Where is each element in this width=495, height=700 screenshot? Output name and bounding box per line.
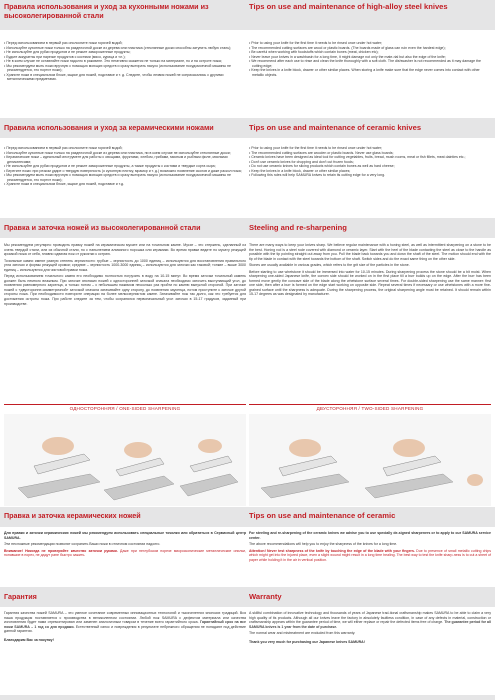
section4-en-text	[249, 531, 491, 562]
section5-en-text	[249, 611, 491, 644]
section4-en-p2: The above recommendations will help you to enjoy the sharpness of the knives for a long time.	[249, 542, 398, 547]
two-sided-label: ДВУСТОРОННЯЯ / TWO-SIDED SHARPENING	[316, 406, 424, 411]
section2-en-list-item: • Don't use ceramic knives for chopping and don't cut frozen foods;	[249, 160, 491, 165]
section1-ru-list-item: • Не в коем случае не оставляйте ножи надолго в раковине. Это негативно скажется не только на материале, но и на остроте ножа;	[4, 59, 246, 64]
two-sided-sharpening-illustration	[249, 414, 491, 506]
section5-en-p1	[249, 611, 491, 629]
section1-ru-list-item: • Используйте кухонные ножи только на разделочной доске из дерева или пластика (стеклянные доски способны затупить любую сталь);	[4, 46, 246, 51]
section2-en-list-item: • The recommended cutting surfaces are wooden or plastic boards. Never use glass boards;	[249, 151, 491, 156]
section2-ru-list-item: • Берегите ножи: при резком ударе о твердую поверхность (о кухонную плитку, мрамор и т. д.) возможно появление сколов и даже раскол ножа;	[4, 169, 246, 174]
section1-ru-list-item: • Перед использованием в первый раз ополосните ножи горячей водой;	[4, 41, 246, 46]
section5-ru-p1-main: Гарантия качества ножей SAMURA – это умелое сочетание современных инновационных технологий и тысячелетних японских традиций. Вся наша продукция поставляется с производства в великолепном состоянии. Любой нож SAMURA с дефектом материала или качества изготовления будет нами отремонтирован или заменен аналогичным товаром в течение всего гарантийного срока.	[4, 611, 246, 625]
section5-ru-thanks: Благодарим Вас за покупку!	[4, 637, 54, 642]
section4-ru	[4, 512, 246, 521]
two-sided-rule	[249, 404, 491, 405]
section5-ru-p1	[4, 611, 246, 634]
section4-en-title: Tips on use and maintenance of ceramic	[249, 511, 396, 520]
section1-en-list-item: • The recommended cutting surfaces are wood or plastic boards. (The boards made of glass can ruin even the hardest edge);	[249, 46, 491, 51]
section1-en-list-item: • Never leave your knives in a washbasin for a long time, it might damage not only the mate-rial but also the edge of the knife;	[249, 55, 491, 60]
section5-en-guarantee: The guarantee period for all SAMURA knives is 1 year from the date of purchase.	[249, 620, 491, 629]
section1-ru-list-item: • Не используйте для рубки продуктов и не режьте замороженные продукты;	[4, 50, 246, 55]
section2-ru-list-item: • Мы рекомендуем мыть ножи вручную с помощью моющих средств и сразу вытирать насухо (использование посудомоечной машины не рекомендуется, это портит ножи);	[4, 173, 246, 182]
section5-ru-title: Гарантия	[4, 592, 37, 601]
section3-ru	[4, 224, 246, 233]
section5-en	[249, 593, 491, 602]
section1-ru	[4, 3, 246, 20]
section3-en-para-2: Stones are usually available in various grades, which refers to the grit size of the particles in the stone.	[249, 263, 410, 268]
section3-ru-para-1: Мы рекомендуем регулярно проводить правку ножей на керамическом мусате или на точильном камне. Мусат – это стержень, сделанный из очень твердой стали, или из обычной стали, но с напылением алмазного порошка или керамики. Во время правки ведите по мусату режущей кромкой ножа от себя, плавно сдвигая нож от рукоятки к острию.	[4, 243, 246, 257]
section2-ru-list-item: • Керамические ножи – идеальный инструмент для работы с овощами, фруктами, хлебом, грибами, мясным и рыбным филе, мясными деликатесами;	[4, 155, 246, 164]
one-sided-rule	[4, 404, 246, 405]
section3-en-para-3: Before starting to use whetstone it should be immersed into water for 10-15 minutes. During sharpening process the stone should be a bit moist. When sharpening one-sided Japanese knife, the convex side should be worked on in the first place till a burr builds up on the edge. After the burr has been formed move gently the concave side of the blade along the whetstone surface several times. For double-sided sharpening use the same manner: first one side, then after a burr is formed on the edge start working on opposite side. Repeat several times if necessary or use whetstones with a more fine-grained surface until the sharpness is adequate. During the sharpening process, the original sharpening angle must be retained. It should remain within 15-17 degrees as was designated by manufacturer.	[249, 269, 491, 297]
section4-ru-title: Правка и заточка керамических ножей	[4, 511, 141, 520]
section2-en-list-item: • Ceramic knives have been designed as ideal tool for cutting vegetables, fruits, bread, mush rooms, meat or fish fillets, meat dainties etc.;	[249, 155, 491, 160]
section3-en	[249, 224, 491, 233]
section2-ru-list	[4, 146, 246, 187]
section4-ru-p1: Для правки и заточки керамических ножей мы рекомендуем использовать специальные точилки или обратиться в Сервисный центр SAMURA.	[4, 531, 246, 540]
section4-en-p1: For steeling and re-sharpening of the ceramic knives we advise you to use specially de-signed sharpeners or to apply to our SAMURA service center.	[249, 531, 491, 540]
section3-ru-text	[4, 243, 246, 306]
section5-en-p2: The normal wear and mistreatment are excluded from this warranty.	[249, 631, 356, 636]
section1-ru-title: Правила использования и уход за кухонными ножами из высоколегированной стали	[4, 2, 209, 20]
section4-en-warning	[249, 549, 491, 563]
section1-ru-list-item: • Мы рекомендуем мыть ножи вручную с помощью моющих средств и сразу вытирать насухо (использование посудомоечной машины не рекомендуется, это портит ножи);	[4, 64, 246, 73]
section2-en	[249, 124, 491, 133]
section4-ru-text	[4, 531, 246, 558]
section4-en	[249, 512, 491, 521]
section3-en-para-1: There are many ways to keep your knives sharp. We believe regular maintenance with a honing steel, as well as intermittent sharpening on a stone to be the best. Honing rod is a steel rode covered with diamond or ceramic layer. Start with the heel of the blade contacting the steel as close to the handle as possible with the tip pointing straight out away from you. Pull the blade back towards you and down the shaft of the steel. The motion should end with the tip of the blade in contact with the steel towards the bottom of the shaft. Switch sides and do the exact same thing on the other side.	[249, 243, 491, 261]
section2-en-list-item: • Following this rules will help SAMURA knives to retain its cutting edge for a very long.	[249, 173, 491, 178]
section5-en-title: Warranty	[249, 592, 282, 601]
section5-ru-p1-rest: Естественный износ и повреждения в результате небрежного обращения не попадают под действие данной гарантии.	[4, 624, 246, 634]
one-sided-sharpening-illustration	[4, 414, 246, 506]
section1-en-title: Tips on use and maintenance of high-alloy steel knives	[249, 2, 448, 11]
section5-en-thanks: Thank you very much for purchasing our Japanese knives SAMURA!	[249, 639, 365, 644]
section1-en-list-item: • Prior to using your knife for the first time it needs to be rinsed once under hot water;	[249, 41, 491, 46]
section5-ru	[4, 593, 246, 602]
section5-en-p1-main: A skillful combination of innovative technology and thousands of years of Japanese trad-tional craftsmanship makes SAMURA to be able to claim a very high quality of its products. Although all our knives leave the factory in absolutely faultless condition, in case of any defects in material, construction or craftsmanship appears within the guarantee period of time, we will either replace or repair the defected items free of charge.	[249, 611, 491, 625]
section5-ru-text	[4, 611, 246, 642]
section4-ru-warning	[4, 549, 246, 558]
section1-en-list-item: • Keep the knives in a knife block, drawer or other similar places. When storing a knife make sure that the edge never comes into contact with other metallic objects.	[249, 68, 491, 77]
section2-en-list-item: • Prior to using your knife for the first time it needs to be rinsed once under hot water;	[249, 146, 491, 151]
section5-ru-guarantee: Гарантийный срок на все ножи SAMURA – 1 год со дня продажи.	[4, 620, 246, 629]
section3-en-text	[249, 243, 491, 297]
section4-ru-warning-lead: Внимание! Никогда не проверяйте качество заточки руками.	[4, 548, 118, 553]
section3-en-title: Steeling and re-sharpening	[249, 223, 347, 232]
section4-ru-warning-rest: Даже при неглубоком порезе микроскопические металлические опилки, попавшие в порез, не дадут ране быстро зажить.	[4, 548, 247, 558]
section1-en-list	[249, 41, 491, 77]
section1-en-list-item: • We recommend after each use to rinse and clean the knife thoroughly with a soft cloth. The dishwasher is not recommended as it may damage the cutting edge;	[249, 59, 491, 68]
section1-en-list-item: • Be careful when working with foodstuffs which contain bones (meat, chicken etc);	[249, 50, 491, 55]
section4-en-warning-rest: Due to presence of small metallic cutting chips which might get into the injured place, even a slight wound might result in a long time healing. The best way to test the knife sharp-ness is to cut a sheet of paper while holding it in the air in vertical position.	[249, 548, 491, 562]
section2-ru	[4, 124, 246, 133]
section2-ru-list-item: • Храните ножи в специальном блоке, ящике для ножей, подставке и т.д.	[4, 182, 246, 187]
section2-ru-list-item: • Используйте кухонные ножи только на разделочной доске из дерева или пластика, ни в коем случае не используйте стеклянные доски;	[4, 151, 246, 156]
section2-en-list-item: • Do not use ceramic knives for slicing products which contain bones as well as hard cheese;	[249, 164, 491, 169]
footer-bar	[0, 695, 495, 700]
section1-en	[249, 3, 491, 12]
section2-en-list	[249, 146, 491, 178]
section4-ru-p2: Эти несложные рекомендации позволят сохранить Ваши ножи в отличном состоянии надолго.	[4, 542, 161, 547]
section2-en-list-item: • Keep the knives in a knife block, drawer or other similar places;	[249, 169, 491, 174]
section2-ru-list-item: • Не используйте для рубки продуктов и не режьте замороженные продукты, а также продукты с костями и твердые сорта сыра;	[4, 164, 246, 169]
section3-ru-title: Правка и заточка ножей из высоколегированной стали	[4, 223, 201, 232]
section4-en-warning-lead: Attention! Never test sharpness of the knife by touching the edge of the blade with your fingers.	[249, 548, 415, 553]
section3-ru-para-3: Перед использованием точильного камня его необходимо полностью погрузить в воду на 10-15 минут. Во время заточки точильный камень должен быть немного влажным. При заточке японских ножей с односторонней заточкой сначала необходимо заточить выступающий угол, до появления равномерного заусенца, а только потом – с небольшим нажимом несколько раз пройти по камню выпуклой стороной. При заточке ножей с «двусторонне-симметричной» заточкой сначала затачивайте одну сторону, до появления заусенца, потом проступите к заточке другой стороны ножа. При необходимости повторите операции на более мелкозернистом камне. Затачивайте нож так долго, как это требуется для достижения остроты ножа. При работе следите за тем, чтобы сохранялся первоначальный угол заточки в 15-17 градусов, заданный при производстве.	[4, 274, 246, 306]
section1-ru-list-item: • Будьте аккуратны при нарезке продуктов с костями (мясо, курица и т.п.);	[4, 55, 246, 60]
section1-ru-list-item: • Храните ножи в специальном блоке, ящике для ножей, подставке и т. д. Следите, чтобы лезвия ножей не соприкасались с другими металлическими предметами.	[4, 73, 246, 82]
section2-en-title: Tips on use and maintenance of ceramic knives	[249, 123, 422, 132]
section2-ru-title: Правила использования и уход за керамическими ножами	[4, 123, 214, 132]
section3-ru-para-2: Точильные камни имеют разную степень зернистости: грубые – зернистость до 1000 единиц – используются для восстановления правильного угла заточки и формы режущей кромки; средние – зернистость 1000-3000 единиц – используются для заточки как таковой; тонкие – выше 3000 единиц – используются для чистовой правки ножа.	[4, 258, 246, 272]
section2-ru-list-item: • Перед использованием в первый раз ополосните ножи горячей водой;	[4, 146, 246, 151]
section1-ru-list	[4, 41, 246, 82]
one-sided-label: ОДНОСТОРОННЯЯ / ONE-SIDED SHARPENING	[69, 406, 181, 411]
